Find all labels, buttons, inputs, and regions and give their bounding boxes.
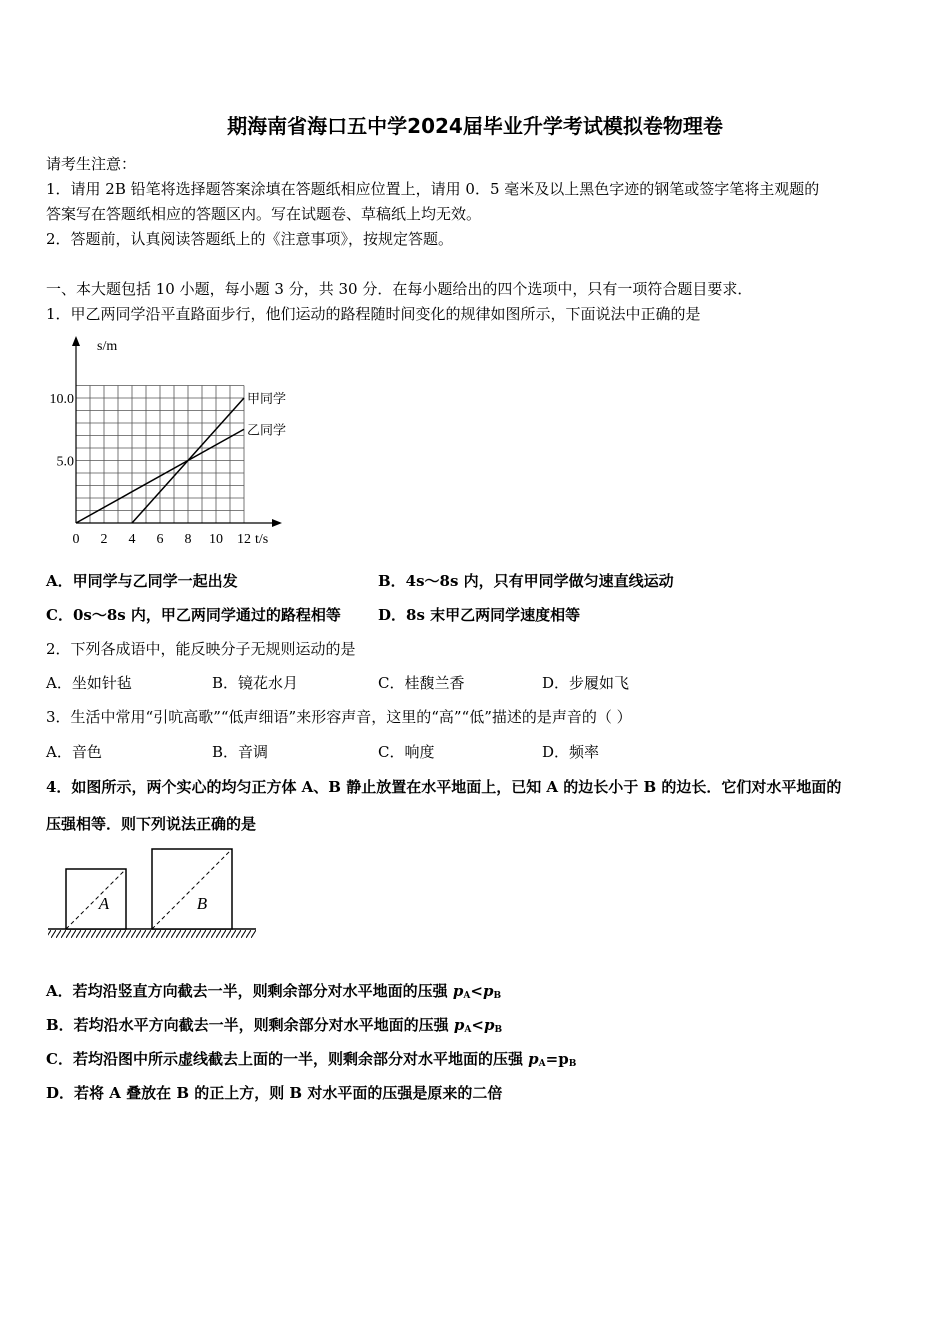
y-tick-label: 5.0 [56, 454, 74, 470]
x-axis-arrow [272, 519, 282, 527]
distance-time-chart [40, 330, 300, 552]
q4-option-b-text: B．若均沿水平方向截去一半，则剩余部分对水平地面的压强 [46, 1016, 454, 1034]
notice-line-1: 1．请用 2B 铅笔将选择题答案涂填在答题纸相应位置上，请用 0．5 毫米及以上黑色字迹的钢笔或签字笔将主观题的 [46, 180, 820, 198]
q2-option-d[interactable]: D．步履如飞 [542, 674, 630, 692]
chart-ticks [50, 392, 252, 547]
notice-heading: 请考生注意： [46, 155, 137, 173]
y-tick-label: 10.0 [49, 392, 74, 407]
q3-option-a[interactable]: A．音色 [46, 743, 102, 761]
notice-line-3: 2．答题前，认真阅读答题纸上的《注意事项》，按规定答题。 [46, 230, 454, 248]
q2-option-a[interactable]: A．坐如针毡 [46, 674, 132, 692]
x-axis-label: t/s [255, 532, 269, 547]
cube-b-label: B [196, 894, 208, 913]
q3-option-c[interactable]: C．响度 [378, 743, 435, 761]
chart-grid [76, 386, 244, 524]
q4-stem-line-2: 压强相等．则下列说法正确的是 [46, 815, 257, 833]
section-instructions: 一、本大题包括 10 小题，每小题 3 分，共 30 分．在每小题给出的四个选项中，只有一项符合题目要求． [46, 280, 753, 298]
x-tick-label: 0 [72, 532, 80, 547]
q1-stem: 1．甲乙两同学沿平直路面步行，他们运动的路程随时间变化的规律如图所示，下面说法中正确的是 [46, 305, 701, 323]
page-title: 期海南省海口五中学2024届毕业升学考试模拟卷物理卷 [227, 114, 723, 138]
y-axis-arrow [72, 336, 80, 346]
x-tick-label: 10 [209, 532, 223, 547]
x-tick-label: 8 [184, 532, 192, 547]
q2-option-b[interactable]: B．镜花水月 [212, 674, 299, 692]
q4-option-b[interactable]: B．若均沿水平方向截去一半，则剩余部分对水平地面的压强 $p_A<p_B$ [46, 1016, 503, 1035]
x-tick-label: 6 [156, 532, 164, 547]
q4-option-a-text: A．若均沿竖直方向截去一半，则剩余部分对水平地面的压强 [46, 982, 453, 1000]
q2-stem: 2．下列各成语中，能反映分子无规则运动的是 [46, 640, 356, 658]
q4-option-a[interactable]: A．若均沿竖直方向截去一半，则剩余部分对水平地面的压强 $p_A<p_B$ [46, 982, 502, 1001]
cubes-figure [46, 842, 260, 942]
chart-series [76, 392, 286, 523]
q1-option-d[interactable]: D．8s 末甲乙两同学速度相等 [378, 606, 581, 624]
q3-option-d[interactable]: D．频率 [542, 743, 600, 761]
q3-option-b[interactable]: B．音调 [212, 743, 269, 761]
q4-option-c-text: C．若均沿图中所示虚线截去上面的一半，则剩余部分对水平地面的压强 [46, 1050, 529, 1068]
cube-a-label: A [98, 894, 110, 913]
q4-option-c[interactable]: C．若均沿图中所示虚线截去上面的一半，则剩余部分对水平地面的压强 $p_A=p_B$ [46, 1050, 577, 1069]
q1-option-a[interactable]: A．甲同学与乙同学一起出发 [46, 572, 238, 590]
series-label-0: 甲同学 [247, 392, 287, 407]
q1-option-b[interactable]: B．4s～8s 内，只有甲同学做匀速直线运动 [378, 572, 674, 590]
ground-hatching [48, 930, 256, 938]
notice-line-2: 答案写在答题纸相应的答题区内。写在试题卷、草稿纸上均无效。 [46, 205, 482, 223]
x-tick-label: 12 [237, 532, 251, 547]
y-axis-label: s/m [97, 339, 118, 354]
q3-stem: 3．生活中常用“引吭高歌”“低声细语”来形容声音，这里的“高”“低”描述的是声音的（ ） [46, 708, 632, 726]
q1-option-c[interactable]: C．0s～8s 内，甲乙两同学通过的路程相等 [46, 606, 341, 624]
x-tick-label: 4 [128, 532, 136, 547]
q2-option-c[interactable]: C．桂馥兰香 [378, 674, 465, 692]
chart-axes [72, 336, 282, 547]
q4-stem-line-1: 4．如图所示，两个实心的均匀正方体 A、B 静止放置在水平地面上，已知 A 的边长小于 B 的边长．它们对水平地面的 [46, 778, 842, 796]
q4-option-d[interactable]: D．若将 A 叠放在 B 的正上方，则 B 对水平面的压强是原来的二倍 [46, 1084, 503, 1102]
series-label-1: 乙同学 [247, 423, 287, 439]
x-tick-label: 2 [100, 532, 108, 547]
